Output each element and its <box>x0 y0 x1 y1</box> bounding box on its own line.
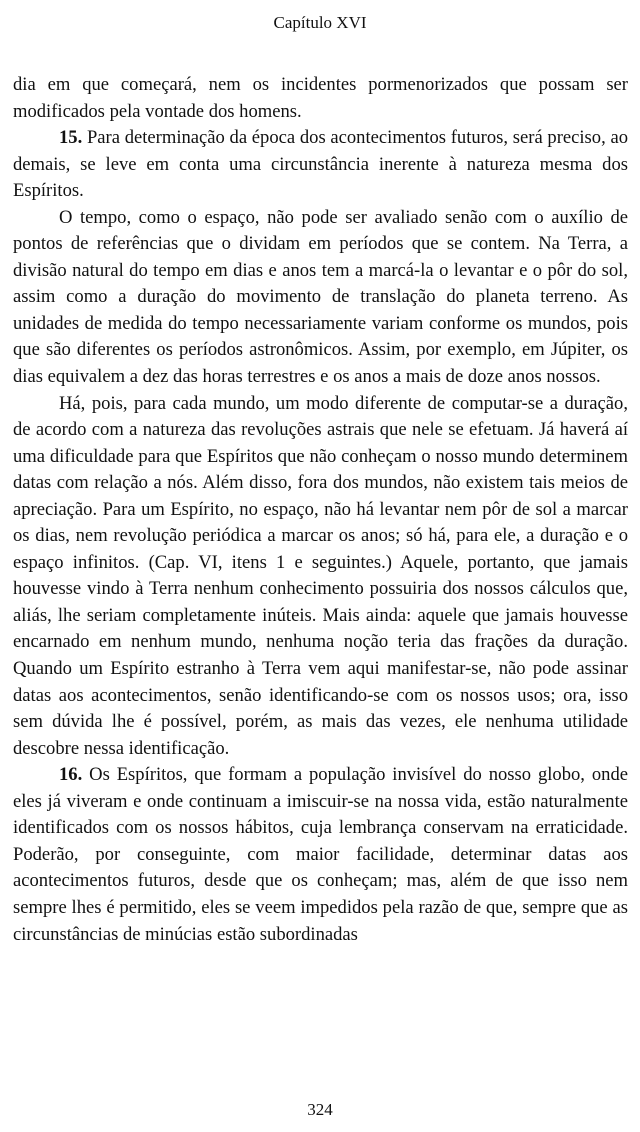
item-number: 15. <box>59 127 83 149</box>
paragraph-continuation <box>13 72 628 125</box>
paragraph-each-world <box>13 391 628 763</box>
paragraph-time-space <box>13 205 628 391</box>
paragraph-text: Os Espíritos, que formam a população invisível do nosso globo, onde eles já viveram e onde continuam a imiscuir-se na nossa vida, estão naturalmente identificados com os nossos hábitos, cuja lembrança conservam na erraticidade. Poderão, por conseguinte, com maior facilidade, determinar datas aos acontecimentos futuros, desde que os conheçam; mas, além de que isso nem sempre lhes é permitido, eles se veem impedidos pela razão de que, sempre que as circunstâncias de minúcias estão subordinadas <box>13 764 628 945</box>
paragraph-item-16 <box>13 762 628 948</box>
body-text <box>13 72 628 948</box>
paragraph-text: Para determinação da época dos acontecimentos futuros, será preciso, ao demais, se leve em conta uma circunstância inerente à natureza mesma dos Espíritos. <box>13 127 628 202</box>
paragraph-item-15 <box>13 125 628 205</box>
chapter-header: Capítulo XVI <box>273 13 367 32</box>
paragraph-text: Há, pois, para cada mundo, um modo diferente de computar-se a duração, de acordo com a natureza das revoluções astrais que nele se efetuam. Já haverá aí uma dificuldade para que Espíritos que não conheçam o nosso mundo determinem datas com relação a nós. Além disso, fora dos mundos, não existem tais meios de apreciação. Para um Espírito, no espaço, não há levantar nem pôr de sol a marcar os dias, nem revolução periódica a marcar os anos; só há, para ele, a duração e o espaço infinitos. (Cap. VI, itens 1 e seguintes.) Aquele, portanto, que jamais houvesse vindo à Terra nenhum conhecimento possuiria dos nossos cálculos que, aliás, lhe seriam completamente inúteis. Mais ainda: aquele que jamais houvesse encarnado em nenhum mundo, nenhuma noção teria das frações da duração. Quando um Espírito estranho à Terra vem aqui manifestar-se, não pode assinar datas aos acontecimentos, senão identificando-se com os nossos usos; ora, isso sem dúvida lhe é possível, porém, as mais das vezes, ele nenhuma utilidade descobre nessa identificação. <box>13 392 628 759</box>
page-number: 324 <box>307 1100 333 1119</box>
item-number: 16. <box>59 764 83 786</box>
paragraph-text: dia em que começará, nem os incidentes pormenorizados que possam ser modificados pela vontade dos homens. <box>13 74 628 122</box>
paragraph-text: O tempo, como o espaço, não pode ser avaliado senão com o auxílio de pontos de referências que o dividam em períodos que se contem. Na Terra, a divisão natural do tempo em dias e anos tem a marcá-la o levantar e o pôr do sol, assim como a duração do movimento de translação do planeta terreno. As unidades de medida do tempo necessariamente variam conforme os mundos, pois que são diferentes os períodos astronômicos. Assim, por exemplo, em Júpiter, os dias equivalem a dez das horas terrestres e os anos a mais de doze anos nossos. <box>13 206 628 388</box>
